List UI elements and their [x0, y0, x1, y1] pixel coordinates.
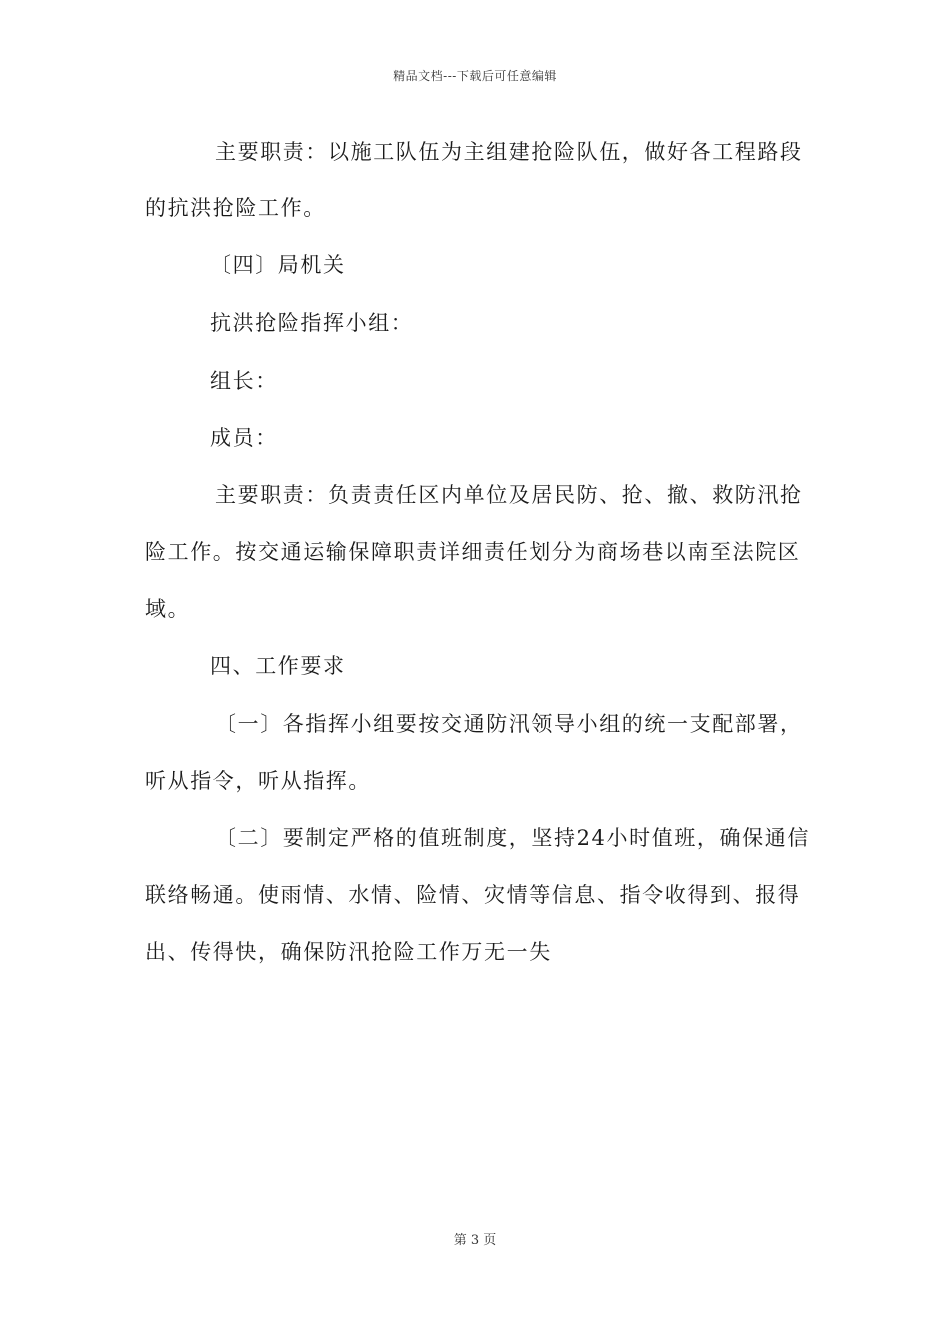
paragraph-line: 主要职责：以施工队伍为主组建抢险队伍，做好各工程路段 [215, 140, 803, 164]
page-number: 第 3 页 [453, 1233, 497, 1248]
paragraph-line: 〔一〕各指挥小组要按交通防汛领导小组的统一支配部署， [215, 712, 803, 736]
paragraph-line: 的抗洪抢险工作。 [145, 196, 326, 220]
paragraph-line: 抗洪抢险指挥小组： [210, 311, 414, 335]
section-heading: 四、工作要求 [210, 654, 346, 678]
paragraph-line: 联络畅通。使雨情、水情、险情、灾情等信息、指令收得到、报得 [145, 883, 801, 907]
paragraph-line: 〔二〕要制定严格的值班制度，坚持24小时值班，确保通信 [215, 826, 810, 850]
paragraph-line: 险工作。按交通运输保障职责详细责任划分为商场巷以南至法院区 [145, 540, 801, 564]
section-heading: 〔四〕局机关 [210, 253, 346, 277]
paragraph-line: 域。 [145, 597, 191, 621]
paragraph-line: 组长： [210, 369, 278, 393]
paragraph-line: 听从指令，听从指挥。 [145, 769, 371, 793]
paragraph-line: 成员： [210, 426, 278, 450]
paragraph-line: 主要职责：负责责任区内单位及居民防、抢、撤、救防汛抢 [215, 483, 803, 507]
page-header: 精品文档---下载后可任意编辑 [393, 69, 557, 83]
paragraph-line: 出、传得快，确保防汛抢险工作万无一失 [145, 940, 552, 964]
